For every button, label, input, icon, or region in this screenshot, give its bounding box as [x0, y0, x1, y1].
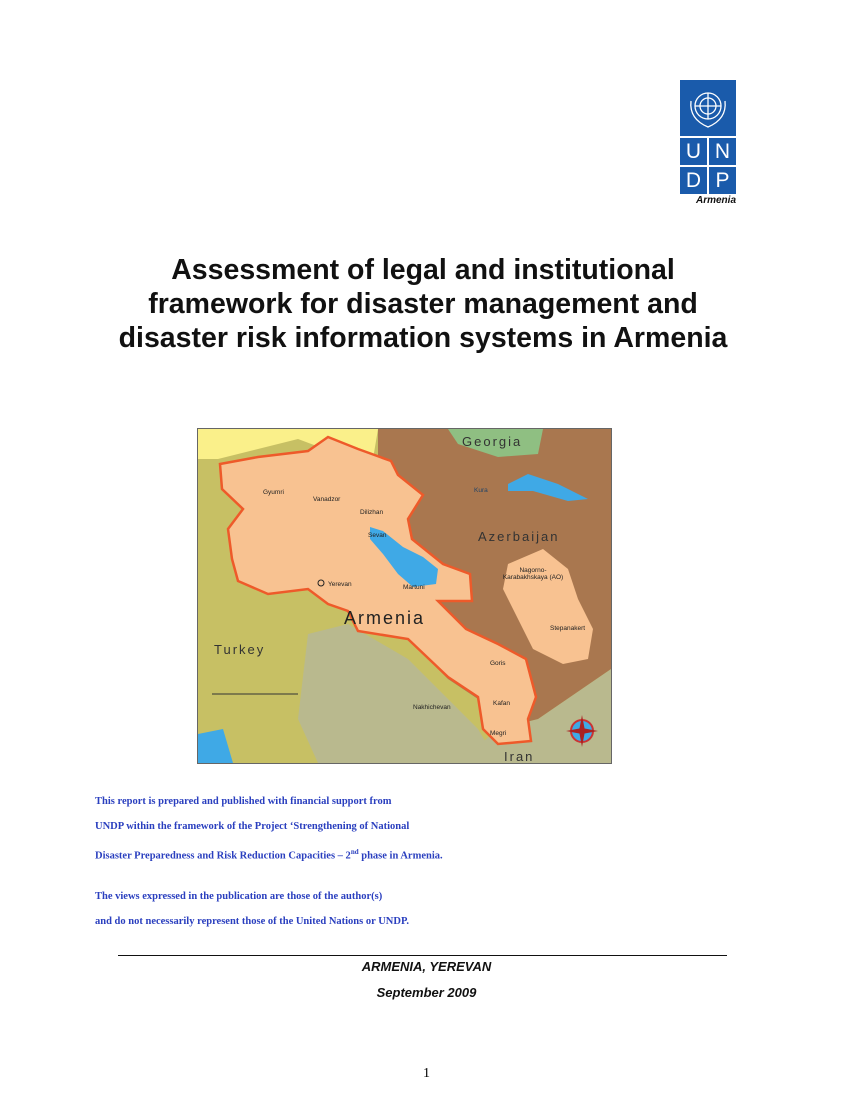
- divider: [118, 955, 727, 956]
- armenia-map: [197, 428, 612, 764]
- map-label-goris: Goris: [490, 660, 506, 667]
- note-line: UNDP within the framework of the Project ‘Strengthening of National: [95, 821, 410, 832]
- funding-note: [95, 795, 443, 940]
- map-label-iran: Iran: [504, 749, 535, 763]
- note-superscript: nd: [350, 848, 359, 856]
- map-label-gyumri: Gyumri: [263, 489, 284, 496]
- map-label-nakhichevan: Nakhichevan: [413, 704, 451, 711]
- map-label-meghri: Megri: [490, 730, 507, 737]
- map-label-georgia: Georgia: [462, 434, 523, 449]
- note-text: Disaster Preparedness and Risk Reduction Capacities – 2: [95, 850, 351, 862]
- note-line: [95, 845, 443, 870]
- map-label-stepanakert: Stepanakert: [550, 625, 586, 632]
- logo-letter: N: [709, 138, 736, 165]
- disclaimer-line: and do not necessarily represent those of the United Nations or UNDP.: [95, 916, 410, 927]
- publication-date: September 2009: [376, 985, 477, 1000]
- map-label-martuni: Martuni: [403, 584, 425, 591]
- map-label-yerevan: Yerevan: [328, 581, 352, 588]
- page-number: 1: [423, 1066, 430, 1081]
- map-label-azerbaijan: Azerbaijan: [478, 529, 560, 544]
- map-label-kura: Kura: [474, 487, 488, 494]
- un-emblem-icon: [680, 80, 736, 136]
- logo-letter: P: [709, 167, 736, 194]
- disclaimer-line: The views expressed in the publication are those of the author(s): [95, 891, 383, 902]
- map-label-sevan: Sevan: [368, 532, 387, 539]
- map-label-turkey: Turkey: [214, 642, 266, 657]
- map-label-nagorno: Nagorno-Karabakhskaya (AO): [502, 567, 564, 581]
- note-line: This report is prepared and published with financial support from: [95, 796, 392, 807]
- document-title: Assessment of legal and institutional framework for disaster management and disaster risk information systems in Armenia: [118, 254, 728, 354]
- logo-letter: U: [680, 138, 707, 165]
- map-label-vanadzor: Vanadzor: [313, 496, 341, 503]
- note-text: phase in Armenia.: [358, 850, 443, 862]
- logo-letter: D: [680, 167, 707, 194]
- undp-logo: [680, 80, 736, 206]
- logo-country: Armenia: [695, 195, 736, 206]
- map-label-kapan: Kafan: [493, 700, 510, 707]
- map-label-armenia: Armenia: [344, 608, 426, 628]
- publication-place: ARMENIA, YEREVAN: [361, 959, 492, 974]
- map-label-dilizhan: Dilizhan: [360, 509, 384, 516]
